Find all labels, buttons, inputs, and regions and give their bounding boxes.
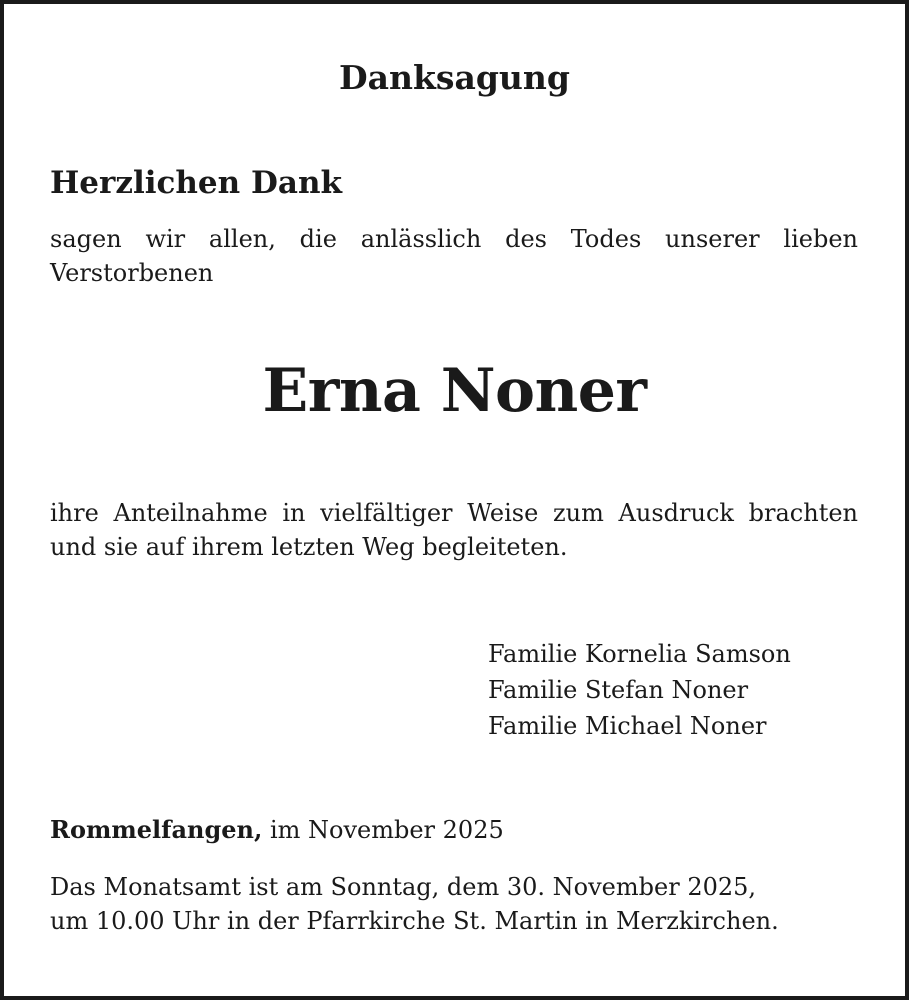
notice-heading: Danksagung bbox=[339, 58, 570, 97]
signatory: Familie Stefan Noner bbox=[488, 676, 749, 704]
date-text: im November 2025 bbox=[269, 816, 504, 844]
service-info bbox=[50, 870, 779, 938]
signatory: Familie Kornelia Samson bbox=[488, 640, 791, 668]
service-line: um 10.00 Uhr in der Pfarrkirche St. Martin in Merzkirchen. bbox=[50, 907, 779, 935]
signatory: Familie Michael Noner bbox=[488, 712, 767, 740]
body-text bbox=[50, 496, 858, 564]
intro-text bbox=[50, 222, 858, 290]
intro-line: sagen wir allen, die anlässlich des Todes unserer lieben bbox=[50, 225, 858, 253]
body-line: brachten und sie auf ihrem letzten Weg begleiteten. bbox=[50, 499, 859, 561]
signatories bbox=[488, 636, 791, 744]
service-line: Das Monatsamt ist am Sonntag, dem 30. November 2025, bbox=[50, 873, 757, 901]
place-date-line bbox=[50, 812, 504, 848]
thanks-title: Herzlichen Dank bbox=[50, 165, 342, 201]
intro-line: Verstorbenen bbox=[50, 259, 214, 287]
deceased-name: Erna Noner bbox=[262, 356, 647, 426]
place-name: Rommelfangen, bbox=[50, 815, 263, 844]
body-line: ihre Anteilnahme in vielfältiger Weise zum Ausdruck bbox=[50, 499, 734, 527]
